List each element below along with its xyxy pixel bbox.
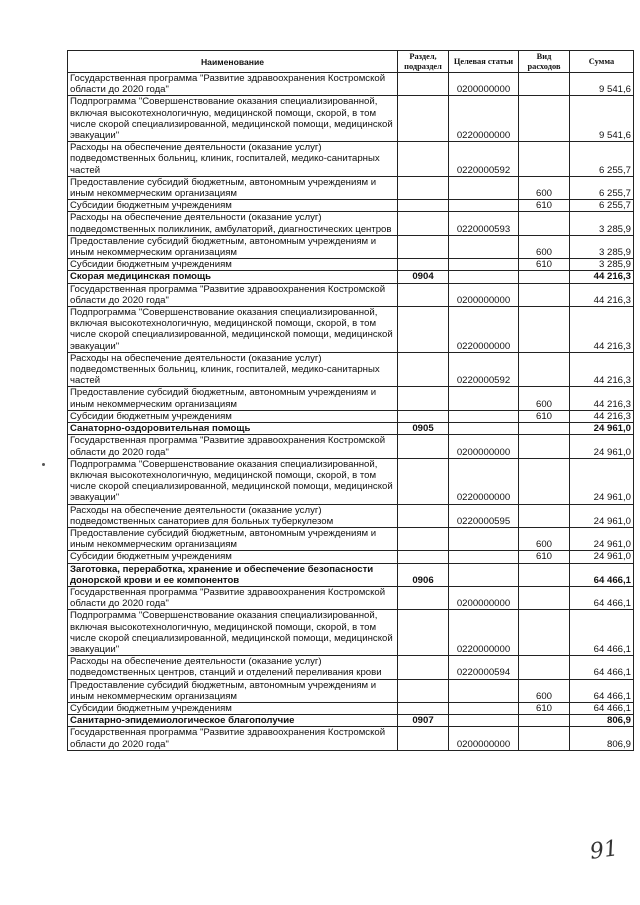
- cell-name: Расходы на обеспечение деятельности (оказание услуг) подведомственных больниц, клиник, госпиталей, медико-санитарных частей: [68, 142, 398, 177]
- cell-target: 0200000000: [449, 727, 519, 750]
- cell-sum: 806,9: [570, 715, 634, 727]
- cell-kind: 600: [519, 387, 570, 410]
- table-section-row: [68, 715, 634, 727]
- cell-name: Санаторно-оздоровительная помощь: [68, 423, 398, 435]
- cell-name: Подпрограмма "Совершенствование оказания специализированной, включая высокотехнологичную, медицинской помощи, скорой, в том числе скорой специализированной, медицинской помощи, медицинской эвакуации": [68, 96, 398, 142]
- cell-name: Расходы на обеспечение деятельности (оказание услуг) подведомственных санаториев для больных туберкулезом: [68, 504, 398, 527]
- cell-kind: 600: [519, 235, 570, 258]
- table-row: [68, 410, 634, 422]
- cell-section: [398, 142, 449, 177]
- cell-kind: [519, 212, 570, 235]
- cell-target: [449, 679, 519, 702]
- cell-sum: 9 541,6: [570, 73, 634, 96]
- cell-target: [449, 563, 519, 586]
- cell-kind: 610: [519, 200, 570, 212]
- cell-target: [449, 551, 519, 563]
- cell-kind: [519, 458, 570, 504]
- scan-speck: [42, 463, 45, 466]
- table-row: [68, 387, 634, 410]
- cell-sum: 44 216,3: [570, 283, 634, 306]
- table-row: [68, 307, 634, 353]
- cell-target: [449, 702, 519, 714]
- table-row: [68, 73, 634, 96]
- cell-section: [398, 307, 449, 353]
- cell-target: [449, 235, 519, 258]
- cell-sum: 806,9: [570, 727, 634, 750]
- cell-target: 0220000592: [449, 142, 519, 177]
- cell-kind: [519, 610, 570, 656]
- cell-section: [398, 352, 449, 387]
- cell-sum: 24 961,0: [570, 435, 634, 458]
- cell-sum: 6 255,7: [570, 176, 634, 199]
- table-row: [68, 176, 634, 199]
- cell-name: Субсидии бюджетным учреждениям: [68, 551, 398, 563]
- cell-section: [398, 410, 449, 422]
- cell-kind: [519, 586, 570, 609]
- cell-target: [449, 259, 519, 271]
- table-body: [68, 73, 634, 751]
- cell-target: 0220000000: [449, 458, 519, 504]
- cell-target: [449, 176, 519, 199]
- cell-kind: [519, 73, 570, 96]
- cell-section: [398, 679, 449, 702]
- cell-name: Скорая медицинская помощь: [68, 271, 398, 283]
- table-section-row: [68, 563, 634, 586]
- cell-section: [398, 212, 449, 235]
- table-row: [68, 551, 634, 563]
- cell-kind: 610: [519, 410, 570, 422]
- cell-target: 0200000000: [449, 586, 519, 609]
- cell-sum: 24 961,0: [570, 527, 634, 550]
- cell-target: 0220000595: [449, 504, 519, 527]
- cell-kind: 600: [519, 176, 570, 199]
- handwritten-page-number: 91: [588, 836, 620, 865]
- table-row: [68, 235, 634, 258]
- cell-section: [398, 727, 449, 750]
- table-header-row: [68, 51, 634, 73]
- cell-section: 0904: [398, 271, 449, 283]
- table-row: [68, 96, 634, 142]
- cell-target: 0220000000: [449, 610, 519, 656]
- cell-sum: 9 541,6: [570, 96, 634, 142]
- cell-sum: 64 466,1: [570, 656, 634, 679]
- cell-target: [449, 200, 519, 212]
- cell-sum: 44 216,3: [570, 271, 634, 283]
- table-row: [68, 435, 634, 458]
- table-row: [68, 504, 634, 527]
- table-row: [68, 679, 634, 702]
- cell-section: [398, 283, 449, 306]
- cell-name: Субсидии бюджетным учреждениям: [68, 410, 398, 422]
- table-row: [68, 200, 634, 212]
- cell-kind: [519, 142, 570, 177]
- cell-target: 0220000594: [449, 656, 519, 679]
- cell-section: [398, 458, 449, 504]
- cell-kind: [519, 504, 570, 527]
- table-row: [68, 610, 634, 656]
- cell-sum: 64 466,1: [570, 702, 634, 714]
- cell-section: [398, 702, 449, 714]
- cell-name: Государственная программа "Развитие здравоохранения Костромской области до 2020 года": [68, 586, 398, 609]
- cell-name: Субсидии бюджетным учреждениям: [68, 259, 398, 271]
- header-kind: Вид расходов: [519, 51, 570, 73]
- cell-sum: 44 216,3: [570, 387, 634, 410]
- table-row: [68, 527, 634, 550]
- cell-sum: 44 216,3: [570, 410, 634, 422]
- cell-target: [449, 423, 519, 435]
- cell-kind: 610: [519, 551, 570, 563]
- cell-name: Государственная программа "Развитие здравоохранения Костромской области до 2020 года": [68, 283, 398, 306]
- cell-name: Расходы на обеспечение деятельности (оказание услуг) подведомственных центров, станций и отделений переливания крови: [68, 656, 398, 679]
- header-name: Наименование: [68, 51, 398, 73]
- cell-kind: 610: [519, 259, 570, 271]
- cell-kind: [519, 271, 570, 283]
- table-row: [68, 656, 634, 679]
- table-row: [68, 259, 634, 271]
- cell-section: [398, 435, 449, 458]
- table-row: [68, 212, 634, 235]
- cell-name: Санитарно-эпидемиологическое благополучие: [68, 715, 398, 727]
- cell-section: [398, 176, 449, 199]
- cell-sum: 64 466,1: [570, 679, 634, 702]
- cell-sum: 3 285,9: [570, 235, 634, 258]
- cell-name: Субсидии бюджетным учреждениям: [68, 200, 398, 212]
- cell-sum: 6 255,7: [570, 200, 634, 212]
- cell-name: Подпрограмма "Совершенствование оказания специализированной, включая высокотехнологичную, медицинской помощи, скорой, в том числе скорой специализированной, медицинской помощи, медицинской эвакуации": [68, 458, 398, 504]
- cell-name: Расходы на обеспечение деятельности (оказание услуг) подведомственных поликлиник, амбулаторий, диагностических центров: [68, 212, 398, 235]
- cell-name: Предоставление субсидий бюджетным, автономным учреждениям и иным некоммерческим организациям: [68, 235, 398, 258]
- cell-sum: 24 961,0: [570, 551, 634, 563]
- cell-name: Государственная программа "Развитие здравоохранения Костромской области до 2020 года": [68, 435, 398, 458]
- header-sum: Сумма: [570, 51, 634, 73]
- cell-section: [398, 259, 449, 271]
- cell-name: Подпрограмма "Совершенствование оказания специализированной, включая высокотехнологичную, медицинской помощи, скорой, в том числе скорой специализированной, медицинской помощи, медицинской эвакуации": [68, 610, 398, 656]
- budget-table-sheet: [67, 50, 633, 751]
- cell-kind: [519, 435, 570, 458]
- cell-kind: 600: [519, 679, 570, 702]
- cell-section: [398, 610, 449, 656]
- table-row: [68, 727, 634, 750]
- table-row: [68, 458, 634, 504]
- cell-target: 0200000000: [449, 283, 519, 306]
- cell-section: [398, 586, 449, 609]
- cell-sum: 24 961,0: [570, 504, 634, 527]
- cell-name: Предоставление субсидий бюджетным, автономным учреждениям и иным некоммерческим организациям: [68, 679, 398, 702]
- cell-kind: [519, 96, 570, 142]
- cell-section: [398, 656, 449, 679]
- cell-section: 0907: [398, 715, 449, 727]
- cell-name: Предоставление субсидий бюджетным, автономным учреждениям и иным некоммерческим организациям: [68, 527, 398, 550]
- cell-section: [398, 96, 449, 142]
- cell-target: 0200000000: [449, 435, 519, 458]
- cell-sum: 3 285,9: [570, 212, 634, 235]
- cell-name: Субсидии бюджетным учреждениям: [68, 702, 398, 714]
- cell-section: [398, 235, 449, 258]
- header-target: Целевая статьи: [449, 51, 519, 73]
- cell-sum: 44 216,3: [570, 352, 634, 387]
- table-row: [68, 702, 634, 714]
- table-row: [68, 142, 634, 177]
- cell-kind: [519, 563, 570, 586]
- cell-sum: 64 466,1: [570, 586, 634, 609]
- cell-name: Государственная программа "Развитие здравоохранения Костромской области до 2020 года": [68, 73, 398, 96]
- cell-target: [449, 387, 519, 410]
- cell-name: Заготовка, переработка, хранение и обеспечение безопасности донорской крови и ее компонентов: [68, 563, 398, 586]
- cell-kind: 610: [519, 702, 570, 714]
- cell-name: Предоставление субсидий бюджетным, автономным учреждениям и иным некоммерческим организациям: [68, 176, 398, 199]
- cell-target: [449, 715, 519, 727]
- table-row: [68, 283, 634, 306]
- cell-section: 0906: [398, 563, 449, 586]
- cell-sum: 44 216,3: [570, 307, 634, 353]
- cell-name: Расходы на обеспечение деятельности (оказание услуг) подведомственных больниц, клиник, госпиталей, медико-санитарных частей: [68, 352, 398, 387]
- cell-sum: 24 961,0: [570, 458, 634, 504]
- cell-section: 0905: [398, 423, 449, 435]
- cell-target: [449, 410, 519, 422]
- cell-sum: 6 255,7: [570, 142, 634, 177]
- header-section: Раздел, подраздел: [398, 51, 449, 73]
- cell-name: Предоставление субсидий бюджетным, автономным учреждениям и иным некоммерческим организациям: [68, 387, 398, 410]
- cell-kind: [519, 423, 570, 435]
- cell-kind: [519, 352, 570, 387]
- cell-sum: 3 285,9: [570, 259, 634, 271]
- cell-section: [398, 200, 449, 212]
- cell-kind: [519, 727, 570, 750]
- cell-name: Государственная программа "Развитие здравоохранения Костромской области до 2020 года": [68, 727, 398, 750]
- cell-sum: 64 466,1: [570, 563, 634, 586]
- table-section-row: [68, 423, 634, 435]
- cell-sum: 64 466,1: [570, 610, 634, 656]
- cell-kind: [519, 307, 570, 353]
- cell-target: 0220000000: [449, 307, 519, 353]
- cell-section: [398, 73, 449, 96]
- cell-target: 0220000593: [449, 212, 519, 235]
- cell-kind: [519, 715, 570, 727]
- table-section-row: [68, 271, 634, 283]
- cell-section: [398, 527, 449, 550]
- cell-section: [398, 504, 449, 527]
- cell-section: [398, 387, 449, 410]
- cell-kind: [519, 656, 570, 679]
- cell-name: Подпрограмма "Совершенствование оказания специализированной, включая высокотехнологичную, медицинской помощи, скорой, в том числе скорой специализированной, медицинской помощи, медицинской эвакуации": [68, 307, 398, 353]
- cell-target: [449, 271, 519, 283]
- cell-kind: [519, 283, 570, 306]
- cell-sum: 24 961,0: [570, 423, 634, 435]
- cell-section: [398, 551, 449, 563]
- table-row: [68, 352, 634, 387]
- cell-kind: 600: [519, 527, 570, 550]
- cell-target: 0220000592: [449, 352, 519, 387]
- budget-table: [67, 50, 634, 751]
- cell-target: 0200000000: [449, 73, 519, 96]
- cell-target: 0220000000: [449, 96, 519, 142]
- table-row: [68, 586, 634, 609]
- cell-target: [449, 527, 519, 550]
